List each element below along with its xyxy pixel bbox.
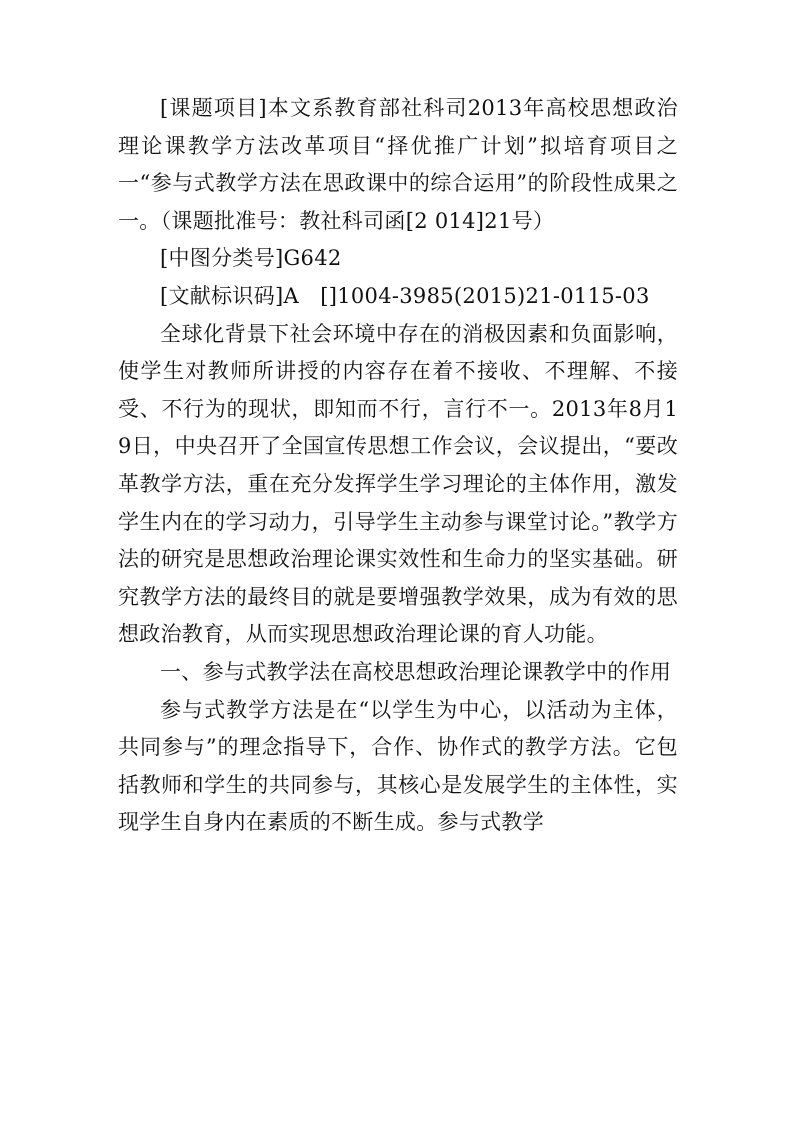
clc-number: [中图分类号]G642 bbox=[160, 246, 342, 271]
paragraph-1: 全球化背景下社会环境中存在的消极因素和负面影响，使学生对教师所讲授的内容存在着不接收、不理解、不接受、不行为的现状，即知而不行，言行不一。2013年8月19日，中央召开了全国宣传思想工作会议，会议提出，“要改革教学方法，重在充分发挥学生学习理论的主体作用，激发学生内在的学习动力，引导学生主动参与课堂讨论。”教学方法的研究是思想政治理论课实效性和生命力的坚实基础。研究教学方法的最终目的就是要增强教学效果，成为有效的思想政治教育，从而实现思想政治理论课的育人功能。 bbox=[118, 321, 678, 647]
project-note: [课题项目]本文系教育部社科司2013年高校思想政治理论课教学方法改革项目“择优推广计划”拟培育项目之一“参与式教学方法在思政课中的综合运用”的阶段性成果之一。（课题批准号：教社科司函[2 014]21号） bbox=[118, 96, 678, 233]
paragraph-2: 参与式教学方法是在“以学生为中心，以活动为主体，共同参与”的理念指导下，合作、协作式的教学方法。它包括教师和学生的共同参与，其核心是发展学生的主体性，实现学生自身内在素质的不断生成。参与式教学 bbox=[118, 697, 678, 835]
section-heading: 一、参与式教学法在高校思想政治理论课教学中的作用 bbox=[160, 659, 672, 684]
body-text bbox=[118, 90, 678, 842]
document-code: [文献标识码]A []1004-3985(2015)21-0115-03 bbox=[160, 283, 650, 308]
